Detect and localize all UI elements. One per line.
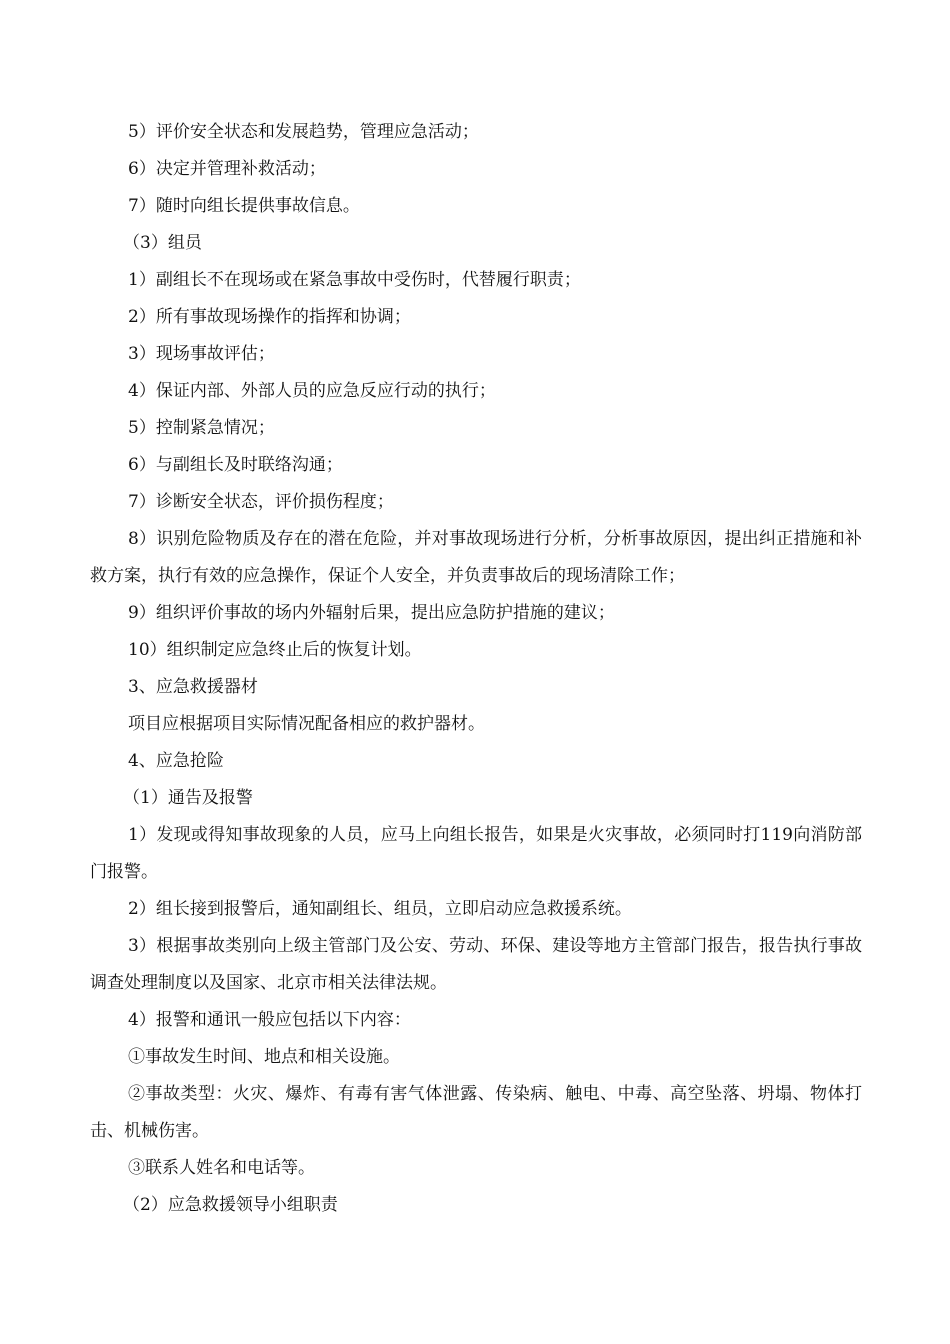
paragraph-24: ②事故类型：火灾、爆炸、有毒有害气体泄露、传染病、触电、中毒、高空坠落、坍塌、物体打击、机械伤害。 [90,1084,862,1141]
paragraph-11: 7）诊断安全状态，评价损伤程度； [128,492,394,512]
paragraph-16: 项目应根据项目实际情况配备相应的救护器材。 [128,714,485,734]
paragraph-23: ①事故发生时间、地点和相关设施。 [128,1047,400,1067]
section-heading-members: （3）组员 [123,233,202,253]
paragraph-3: 7）随时向组长提供事故信息。 [128,196,360,216]
paragraph-13: 9）组织评价事故的场内外辐射后果，提出应急防护措施的建议； [128,603,615,623]
paragraph-10: 6）与副组长及时联络沟通； [128,455,343,475]
paragraph-22: 4）报警和通讯一般应包括以下内容： [128,1010,411,1030]
paragraph-12: 8）识别危险物质及存在的潜在危险，并对事故现场进行分析，分析事故原因，提出纠正措施和补救方案，执行有效的应急操作，保证个人安全，并负责事故后的现场清除工作； [90,529,862,586]
document-body [90,114,862,1224]
subsection-heading-alarm: （1）通告及报警 [123,788,253,808]
paragraph-7: 3）现场事故评估； [128,344,275,364]
paragraph-5: 1）副组长不在现场或在紧急事故中受伤时，代替履行职责； [128,270,581,290]
subsection-heading-leadership: （2）应急救援领导小组职责 [123,1195,338,1215]
paragraph-21: 3）根据事故类别向上级主管部门及公安、劳动、环保、建设等地方主管部门报告，报告执行事故调查处理制度以及国家、北京市相关法律法规。 [90,936,862,993]
paragraph-9: 5）控制紧急情况； [128,418,275,438]
paragraph-25: ③联系人姓名和电话等。 [128,1158,315,1178]
paragraph-8: 4）保证内部、外部人员的应急反应行动的执行； [128,381,496,401]
paragraph-2: 6）决定并管理补救活动； [128,159,326,179]
section-heading-rescue: 4、应急抢险 [128,751,224,771]
section-heading-equipment: 3、应急救援器材 [128,677,258,697]
paragraph-20: 2）组长接到报警后，通知副组长、组员，立即启动应急救援系统。 [128,899,632,919]
paragraph-6: 2）所有事故现场操作的指挥和协调； [128,307,411,327]
paragraph-14: 10）组织制定应急终止后的恢复计划。 [128,640,422,660]
paragraph-19: 1）发现或得知事故现象的人员，应马上向组长报告，如果是火灾事故，必须同时打119向消防部门报警。 [90,825,862,882]
paragraph-1: 5）评价安全状态和发展趋势，管理应急活动； [128,122,479,142]
